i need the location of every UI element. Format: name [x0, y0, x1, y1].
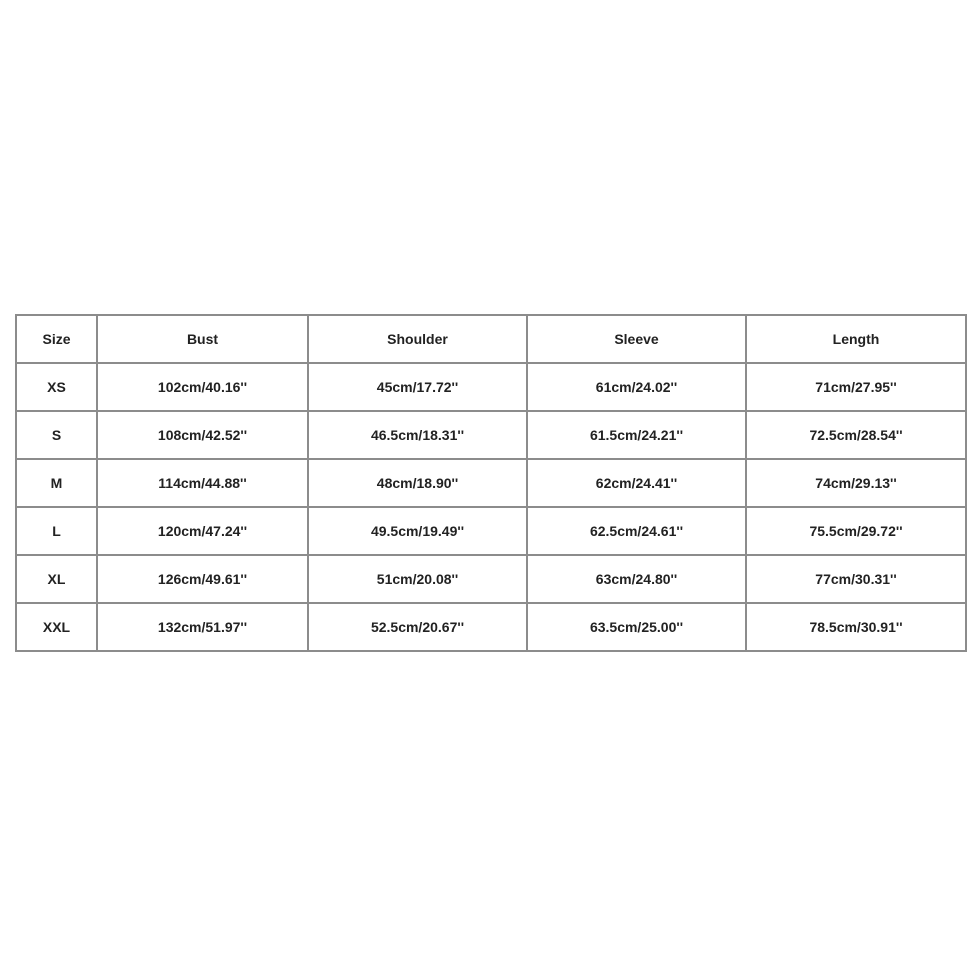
header-sleeve: Sleeve [527, 315, 746, 363]
size-cell: XS [16, 363, 97, 411]
size-cell: S [16, 411, 97, 459]
sleeve-cell: 63.5cm/25.00'' [527, 603, 746, 651]
length-cell: 75.5cm/29.72'' [746, 507, 966, 555]
table-row [16, 555, 966, 603]
sleeve-cell: 63cm/24.80'' [527, 555, 746, 603]
size-chart-table [15, 314, 967, 652]
bust-cell: 114cm/44.88'' [97, 459, 308, 507]
sleeve-cell: 62.5cm/24.61'' [527, 507, 746, 555]
table-row [16, 411, 966, 459]
sleeve-cell: 61cm/24.02'' [527, 363, 746, 411]
bust-cell: 102cm/40.16'' [97, 363, 308, 411]
header-shoulder: Shoulder [308, 315, 527, 363]
size-cell: M [16, 459, 97, 507]
header-size: Size [16, 315, 97, 363]
sleeve-cell: 62cm/24.41'' [527, 459, 746, 507]
bust-cell: 120cm/47.24'' [97, 507, 308, 555]
size-cell: L [16, 507, 97, 555]
bust-cell: 132cm/51.97'' [97, 603, 308, 651]
shoulder-cell: 48cm/18.90'' [308, 459, 527, 507]
size-cell: XL [16, 555, 97, 603]
length-cell: 72.5cm/28.54'' [746, 411, 966, 459]
table-header-row [16, 315, 966, 363]
bust-cell: 126cm/49.61'' [97, 555, 308, 603]
length-cell: 71cm/27.95'' [746, 363, 966, 411]
table-row [16, 363, 966, 411]
size-cell: XXL [16, 603, 97, 651]
header-length: Length [746, 315, 966, 363]
length-cell: 77cm/30.31'' [746, 555, 966, 603]
shoulder-cell: 49.5cm/19.49'' [308, 507, 527, 555]
shoulder-cell: 46.5cm/18.31'' [308, 411, 527, 459]
shoulder-cell: 52.5cm/20.67'' [308, 603, 527, 651]
bust-cell: 108cm/42.52'' [97, 411, 308, 459]
length-cell: 78.5cm/30.91'' [746, 603, 966, 651]
table-row [16, 459, 966, 507]
table-row [16, 603, 966, 651]
table-row [16, 507, 966, 555]
sleeve-cell: 61.5cm/24.21'' [527, 411, 746, 459]
shoulder-cell: 51cm/20.08'' [308, 555, 527, 603]
length-cell: 74cm/29.13'' [746, 459, 966, 507]
shoulder-cell: 45cm/17.72'' [308, 363, 527, 411]
header-bust: Bust [97, 315, 308, 363]
